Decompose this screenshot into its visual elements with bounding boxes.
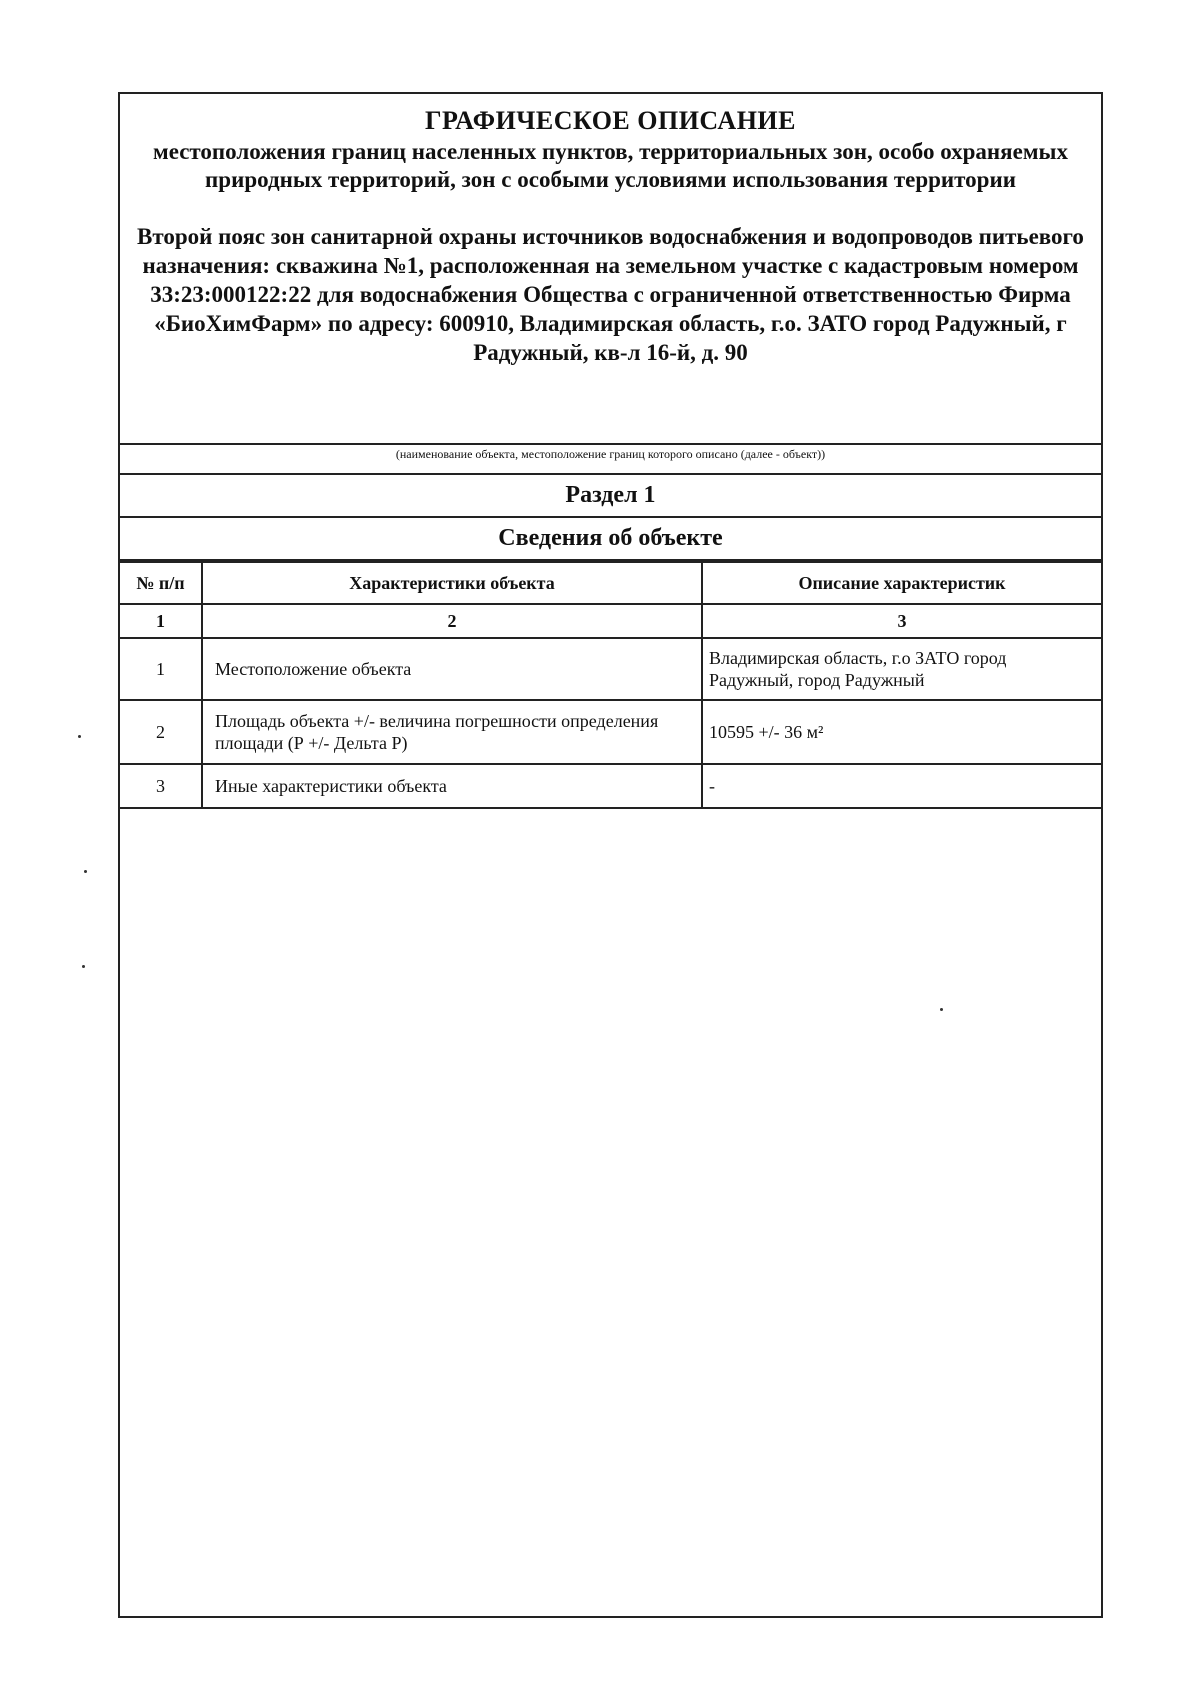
document-frame [118,92,1103,1618]
table-header-cell: Характеристики объекта [202,562,702,604]
column-number-cell: 3 [702,604,1101,638]
table-header-cell: Описание характеристик [702,562,1101,604]
document-title: ГРАФИЧЕСКОЕ ОПИСАНИЕ [425,106,796,135]
scan-speck [82,965,85,968]
description-cell: Владимирская область, г.о ЗАТО город Радужный, город Радужный [702,638,1101,700]
table-header-cell: № п/п [120,562,202,604]
description-cell: - [702,764,1101,808]
row-number-cell: 3 [120,764,202,808]
table-row [120,638,1101,700]
object-note [120,443,1101,475]
column-number-cell: 1 [120,604,202,638]
characteristic-cell: Площадь объекта +/- величина погрешности определения площади (Р +/- Дельта Р) [202,700,702,764]
object-name: Второй пояс зон санитарной охраны источников водоснабжения и водопроводов питьевого назначения: скважина №1, расположенная на земельном участке с кадастровым номером 33:23:000122:22 для водоснабжения Общества с ограниченной ответственностью Фирма «БиоХимФарм» по адресу: 600910, Владимирская область, г.о. ЗАТО город Радужный, г Радужный, кв-л 16-й, д. 90 [137,224,1084,365]
section-heading: Сведения об объекте [120,518,1101,561]
characteristic-cell: Местоположение объекта [202,638,702,700]
table-column-numbers-row [120,604,1101,638]
object-info-table [120,561,1101,809]
scan-speck [940,1008,943,1011]
characteristic-cell: Иные характеристики объекта [202,764,702,808]
section-label: Раздел 1 [120,475,1101,518]
scan-speck [78,735,81,738]
document-header [120,94,1101,367]
table-row [120,764,1101,808]
description-cell: 10595 +/- 36 м² [702,700,1101,764]
table-row [120,700,1101,764]
document-subtitle: местоположения границ населенных пунктов, территориальных зон, особо охраняемых природных территорий, зон с особыми условиями использования территории [153,139,1068,192]
object-note-text: (наименование объекта, местоположение границ которого описано (далее - объект)) [395,447,826,461]
table-header-row [120,562,1101,604]
row-number-cell: 2 [120,700,202,764]
row-number-cell: 1 [120,638,202,700]
scan-speck [84,870,87,873]
column-number-cell: 2 [202,604,702,638]
